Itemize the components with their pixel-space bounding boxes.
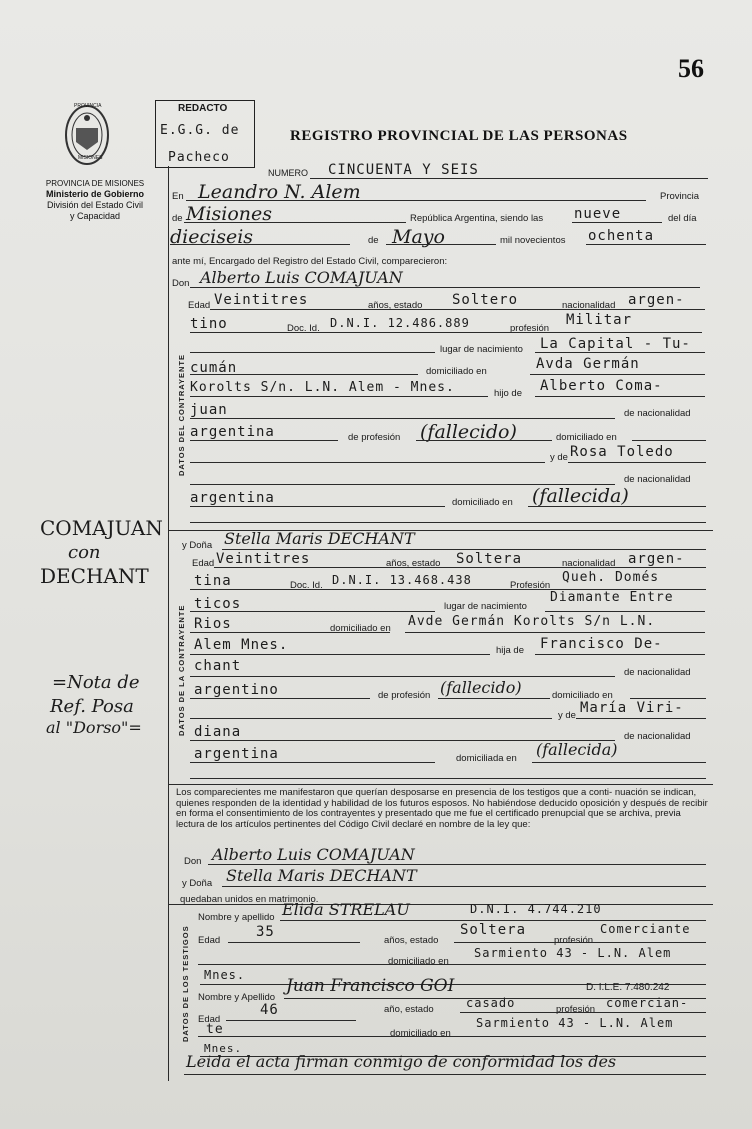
c1-padre-prof: (fallecido) <box>420 421 517 443</box>
dia-value: dieciseis <box>170 226 254 248</box>
c1-estado: Soltero <box>452 292 519 308</box>
t1-doc: D.N.I. 4.744.210 <box>470 902 602 916</box>
en-label: En <box>172 191 184 202</box>
de-mes-label: de <box>368 235 379 246</box>
c2-madre-dom: (fallecida) <box>536 740 618 759</box>
union-dona: Stella Maris DECHANT <box>226 866 417 885</box>
c1-nombre: Alberto Luis COMAJUAN <box>200 268 403 287</box>
republica-label: República Argentina, siendo las <box>410 213 544 224</box>
union-don: Alberto Luis COMAJUAN <box>212 845 415 864</box>
anio-label: mil novecientos <box>500 235 566 246</box>
c2-domicilio: Avde Germán Korolts S/n L.N. <box>408 614 656 629</box>
t1-nombre: Elida STRELAU <box>282 900 410 919</box>
t2-edad: 46 <box>260 1002 279 1018</box>
c1-madre-dom: (fallecida) <box>532 485 629 507</box>
seal-text-bottom: MISIONES <box>78 155 103 161</box>
c2-madre: María Viri- <box>580 700 684 716</box>
numero-value: CINCUENTA Y SEIS <box>328 162 479 178</box>
page-number: 56 <box>678 54 704 83</box>
c2-edad: Veintitres <box>216 551 311 567</box>
c1-lugar-nac: La Capital - Tu- <box>540 336 691 352</box>
provincia-label: Provincia <box>660 191 700 202</box>
page-title: REGISTRO PROVINCIAL DE LAS PERSONAS <box>290 128 628 144</box>
t2-prof: comercian- <box>606 996 689 1010</box>
t2-estado: casado <box>466 996 516 1010</box>
c2-lugar-nac: Diamante Entre <box>550 590 674 605</box>
margin-con: con <box>68 542 101 563</box>
contrayente2-vertical-label: DATOS DE LA CONTRAYENTE <box>177 604 186 736</box>
ante-text: ante mí, Encargado del Registro del Estado Civil, comparecieron: <box>172 256 448 267</box>
document-page: 56 PROVINCIA MISIONES PROVINCIA DE MISIONES Ministerio de Gobierno División del Estado Civil y Capacidad REDACTO E.G.G. de Pacheco REGISTRO PROVINCIAL DE LAS PERSONAS NUMERO CINCUENTA Y SEIS En Leandro N. Alem Provincia de Misiones República Argentina, siendo las nueve del día dieciseis de Mayo mil novecientos ochenta ante mí, Encargado del Registro del Estado Civil, comparecieron: DATOS DEL CONTRAYENTE Don Alberto Luis COMAJUAN Edad Veintitres años, estado Soltero nacionalidad argen- tino Doc. Id. D.N.I. 12.486.889 profesión Militar lugar de nacimiento La Capital - Tu- cumán domiciliado en Avda Germán Korolts S/n. L.N. Alem - Mnes. hijo de Alberto Coma- juan de nacionalidad argentina de profesión (fallecido) domiciliado en y de Rosa Toledo de nacionalidad argentina domiciliado en (fallecida) COMAJUAN con DECHANT =Nota de Ref. Posa al "Dorso"= DATOS DE LA CONTRAYENTE y Doña Stella Maris DECHANT Edad Veintitres años, estado Soltera nacionalidad argen- tina Doc. Id. D.N.I. 13.468.438 Profesión Queh. Domés ticos lugar de nacimiento Diamante Entre Rios domiciliado en Avde Germán Korolts S/n L.N. Alem Mnes. hija de Francisco De- chant de nacionalidad argentino de profesión (fallecido) domiciliado en y de María Viri- diana de nacionalidad argentina domiciliada en (fallecida) Los comparecientes me manifestaron que querían desposarse en presencia de los testigos que a conti- nuación se indican, quienes responden de la identidad y habilidad de los futuros esposos. No habiéndose deducido oposición y después de recibir en forma el consentimiento de los contrayentes y presentado que me fue el certificado prenupcial que se archiva, previa lectura de los artículos pertinentes del Código Civil declaré en nombre de la ley que: Don Alberto Luis COMAJUAN y Doña Stella Maris DECHANT quedaban unidos en matrimonio. DATOS DE LOS TESTIGOS Nombre y apellido Elida STRELAU D.N.I. 4.744.210 Edad 35 años, estado Soltera profesión Comerciante domiciliado en Sarmiento 43 - L.N. Alem Mnes. Nombre y Apellido Juan Francisco GOI D. I.L.E. 7.480.242 Edad 46 año, estado casado profesión comercian- te domiciliado en Sarmiento 43 - L.N. Alem Mnes. Leida el acta firman conmigo de conformidad los des <box>0 0 752 1129</box>
c1-madre-nac: argentina <box>190 490 275 506</box>
c2-padre-prof: (fallecido) <box>440 678 522 697</box>
hora-value: nueve <box>574 206 622 222</box>
margin-name1: COMAJUAN <box>40 516 163 540</box>
t1-prof: Comerciante <box>600 922 691 936</box>
redacto-hand: E.G.G. de <box>160 123 240 138</box>
c1-madre: Rosa Toledo <box>570 444 674 460</box>
de-label: de <box>172 213 183 224</box>
sidebar-province: PROVINCIA DE MISIONES <box>45 179 145 188</box>
c2-padre-nac: argentino <box>194 682 279 698</box>
c2-madre-nac: argentina <box>194 746 279 762</box>
final-sentence: Leida el acta firman conmigo de conformidad los des <box>186 1052 617 1071</box>
anio-value: ochenta <box>588 228 655 244</box>
c1-padre-nac: argentina <box>190 424 275 440</box>
consent-paragraph: Los comparecientes me manifestaron que querían desposarse en presencia de los testigos que a conti- nuación se indican, quienes responden de la identidad y habilidad de los futuros esposos. No habiéndose deducido oposición y después de recibir en forma el consentimiento de los contrayentes y presentado que me fue el certificado prenupcial que se archiva, previa lectura de los artículos pertinentes del Código Civil declaré en nombre de la ley que: <box>176 787 708 830</box>
redacto-label: REDACTO <box>178 103 228 114</box>
t2-nombre: Juan Francisco GOI <box>286 976 455 996</box>
seal-text-top: PROVINCIA <box>74 103 102 109</box>
margin-name2: DECHANT <box>40 564 149 588</box>
de-value: Misiones <box>186 203 273 225</box>
t1-edad: 35 <box>256 924 275 940</box>
left-border <box>168 166 169 1081</box>
t1-dom: Sarmiento 43 - L.N. Alem <box>474 946 672 960</box>
c1-edad: Veintitres <box>214 292 309 308</box>
union-quedaban: quedaban unidos en matrimonio. <box>180 894 319 905</box>
c1-domicilio: Avda Germán <box>536 356 640 372</box>
sidebar-ministry: Ministerio de Gobierno <box>45 189 144 199</box>
sidebar-capacity: y Capacidad <box>69 211 121 221</box>
t2-dom: Sarmiento 43 - L.N. Alem <box>476 1016 674 1030</box>
testigos-vertical-label: DATOS DE LOS TESTIGOS <box>181 925 190 1042</box>
en-value: Leandro N. Alem <box>198 181 361 203</box>
c2-doc: D.N.I. 13.468.438 <box>332 573 472 587</box>
numero-label: NUMERO <box>268 168 308 178</box>
c1-padre: Alberto Coma- <box>540 378 663 394</box>
c2-profesion: Queh. Domés <box>562 570 660 585</box>
margin-note2: Ref. Posa <box>50 696 134 717</box>
c2-padre: Francisco De- <box>540 636 663 652</box>
t1-estado: Soltera <box>460 922 527 938</box>
margin-note1: =Nota de <box>52 672 140 693</box>
mes-value: Mayo <box>392 226 445 248</box>
c2-nombre: Stella Maris DECHANT <box>224 529 415 548</box>
c1-nacionalidad: argen- <box>628 292 685 308</box>
c1-profesion: Militar <box>566 312 633 328</box>
sidebar-division: División del Estado Civil <box>46 200 144 210</box>
c2-estado: Soltera <box>456 551 523 567</box>
margin-note3: al "Dorso"= <box>46 718 142 737</box>
c2-nacionalidad: argen- <box>628 551 685 567</box>
don-label: Don <box>172 278 190 289</box>
t2-doc: D. I.L.E. 7.480.242 <box>586 982 670 993</box>
del-dia-label: del día <box>668 213 697 224</box>
redacto-hand2: Pacheco <box>168 150 230 165</box>
contrayente1-vertical-label: DATOS DEL CONTRAYENTE <box>177 354 186 476</box>
c1-doc: D.N.I. 12.486.889 <box>330 316 470 330</box>
